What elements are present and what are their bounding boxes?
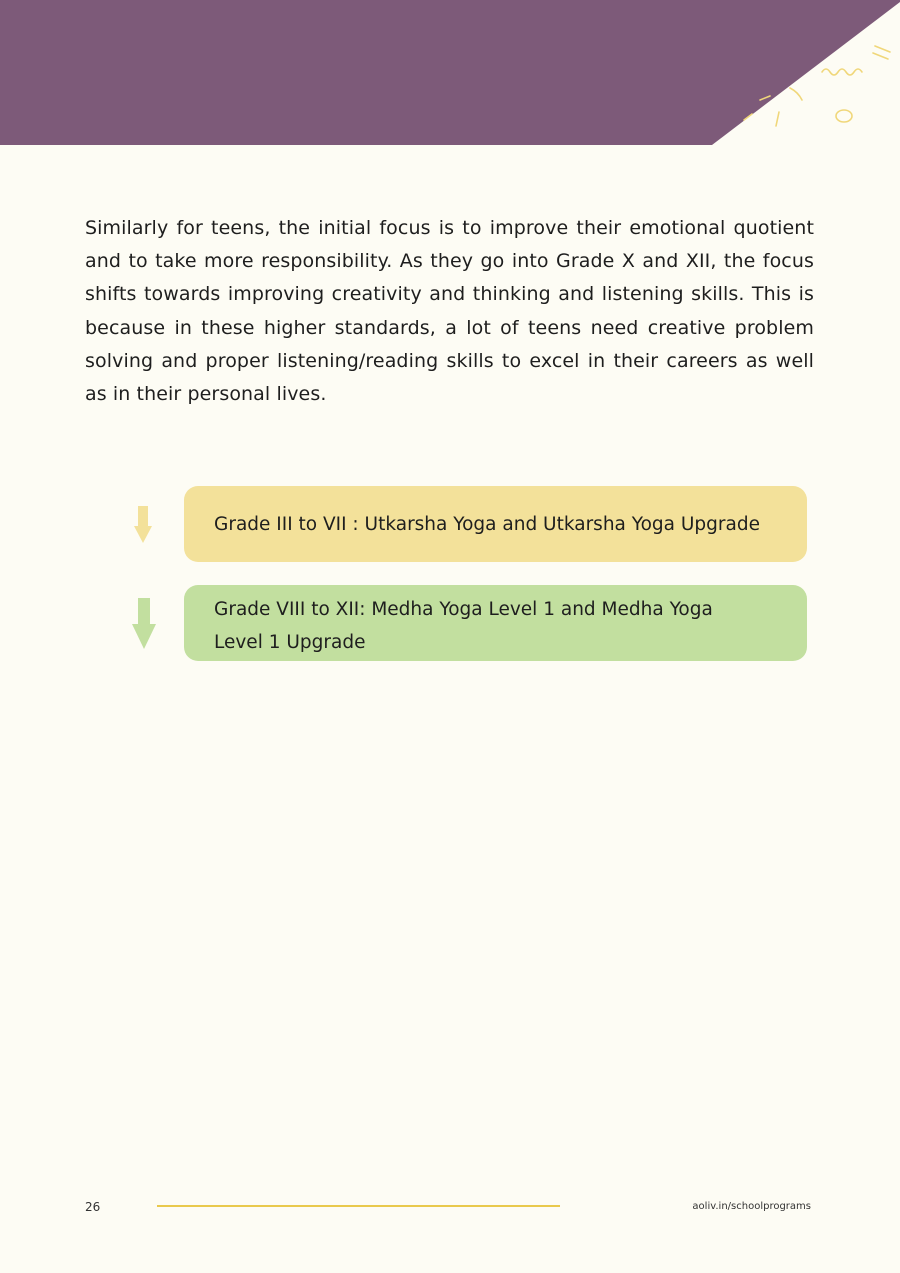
footer-url: aoliv.in/schoolprograms — [692, 1201, 811, 1212]
intro-paragraph: Similarly for teens, the initial focus is to improve their emotional quotient and to take more responsibility. As they go into Grade X and XII, the focus shifts towards improving creativity and thinking and listening skills. This is because in these higher standards, a lot of teens need creative problem solving and proper listening/reading skills to excel in their careers as well as in their personal lives. — [85, 217, 814, 406]
down-arrow-icon — [130, 598, 158, 650]
header-decoration — [0, 0, 900, 145]
page-number: 26 — [85, 1200, 101, 1214]
grade-row-iii-vii — [130, 486, 808, 562]
grade-box-iii-vii — [184, 486, 807, 562]
purple-banner-shape — [0, 0, 900, 145]
grade-box-viii-xii — [184, 585, 807, 661]
footer-divider — [157, 1205, 560, 1207]
grade-label: Grade VIII to XII: Medha Yoga Level 1 and Medha Yoga Level 1 Upgrade — [214, 599, 713, 653]
header-band — [0, 0, 900, 145]
grade-label: Grade III to VII : Utkarsha Yoga and Utkarsha Yoga Upgrade — [214, 513, 760, 535]
grade-row-viii-xii — [130, 585, 808, 661]
down-arrow-icon — [130, 506, 156, 544]
